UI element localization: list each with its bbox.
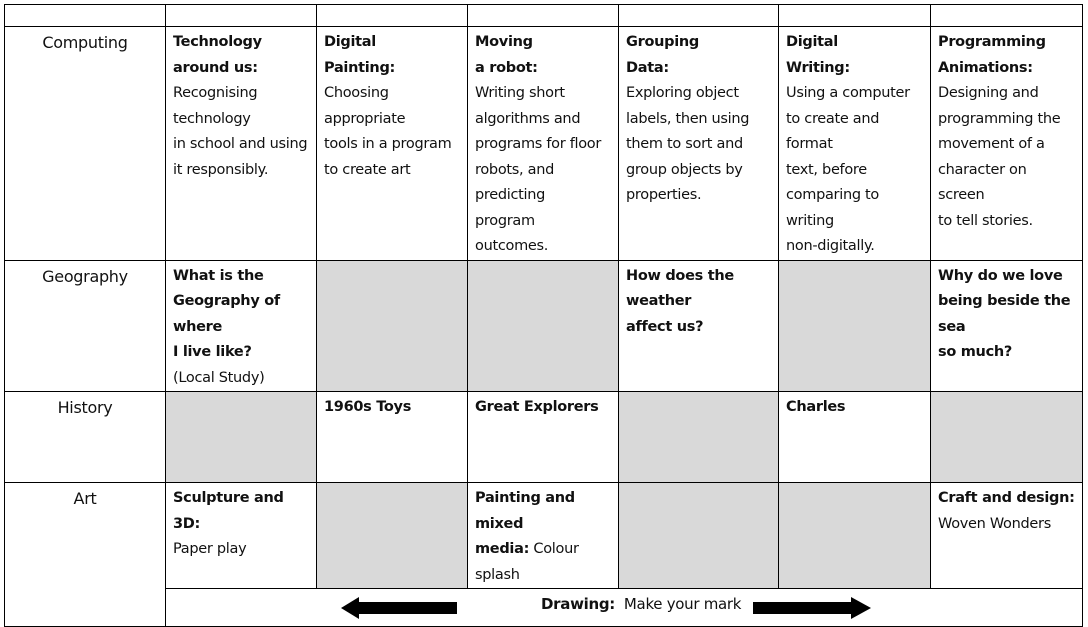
history-unit-5 — [779, 392, 931, 483]
unit-title-line: Animations: — [938, 59, 1033, 76]
geography-empty-cell — [317, 260, 468, 392]
geography-empty-cell — [468, 260, 619, 392]
computing-unit-1 — [166, 27, 317, 261]
unit-title-line: around us: — [173, 59, 258, 76]
unit-desc-line: program outcomes. — [475, 212, 549, 254]
drawing-cell — [166, 589, 1083, 627]
drawing-title: Drawing: — [541, 595, 615, 613]
unit-desc-line: Recognising — [173, 85, 258, 101]
geography-unit-4 — [619, 260, 779, 392]
computing-unit-2 — [317, 27, 468, 261]
unit-desc-line: programming the — [938, 110, 1061, 127]
unit-desc-line: to tell stories. — [938, 212, 1033, 229]
unit-title: Charles — [786, 399, 846, 415]
unit-desc-line: them to sort and — [626, 136, 743, 152]
unit-desc: Paper play — [173, 541, 247, 557]
unit-title-line: How does the weather — [626, 267, 734, 309]
unit-title: 1960s Toys — [324, 399, 412, 415]
history-empty-cell — [166, 392, 317, 483]
art-unit-3 — [468, 483, 619, 589]
unit-desc-line: non-digitally. — [786, 238, 875, 254]
unit-title-line: Digital — [324, 34, 376, 50]
geography-unit-6 — [931, 260, 1083, 392]
unit-title-line: What is the — [173, 267, 264, 284]
unit-title-line: Painting: — [324, 59, 396, 76]
unit-title: Sculpture and 3D: — [173, 490, 284, 532]
unit-desc-line: to create and format — [786, 110, 880, 152]
geography-unit-1 — [166, 260, 317, 392]
unit-title-line: so much? — [938, 344, 1013, 360]
geography-empty-cell — [779, 260, 931, 392]
header-cell — [468, 5, 619, 27]
unit-title-bold: media: — [475, 541, 530, 557]
unit-desc-line: movement of a — [938, 136, 1045, 152]
art-empty-cell — [619, 483, 779, 589]
drawing-row — [5, 589, 1083, 627]
history-empty-cell — [931, 392, 1083, 483]
unit-desc-line: robots, and predicting — [475, 161, 555, 203]
unit-desc-line: algorithms and — [475, 110, 581, 127]
header-cell — [931, 5, 1083, 27]
unit-desc-line: (Local Study) — [173, 369, 265, 386]
curriculum-table — [4, 4, 1083, 627]
unit-desc-line: programs for floor — [475, 136, 602, 152]
unit-desc-line: labels, then using — [626, 110, 750, 127]
drawing-label — [541, 593, 741, 615]
header-cell — [619, 5, 779, 27]
subject-computing: Computing — [5, 27, 166, 261]
unit-desc-line: properties. — [626, 187, 702, 203]
computing-row — [5, 27, 1083, 261]
computing-unit-3 — [468, 27, 619, 261]
unit-desc-line: Exploring object — [626, 85, 739, 101]
unit-desc-line: Choosing appropriate — [324, 85, 406, 127]
header-cell — [5, 5, 166, 27]
unit-title-line: Why do we love — [938, 267, 1063, 284]
unit-title-line: Technology — [173, 34, 262, 50]
unit-desc-line: Writing short — [475, 85, 565, 101]
subject-art: Art — [5, 483, 166, 627]
subject-history: History — [5, 392, 166, 483]
unit-title-line: Writing: — [786, 59, 850, 76]
art-row — [5, 483, 1083, 589]
computing-unit-5 — [779, 27, 931, 261]
history-row — [5, 392, 1083, 483]
unit-desc-line: group objects by — [626, 161, 743, 178]
unit-title-line: Data: — [626, 59, 669, 76]
history-unit-3 — [468, 392, 619, 483]
art-unit-1 — [166, 483, 317, 589]
unit-desc-line: technology — [173, 110, 251, 127]
art-empty-cell — [779, 483, 931, 589]
unit-desc-line: Designing and — [938, 85, 1039, 101]
unit-desc-line: it responsibly. — [173, 161, 269, 178]
unit-desc: Woven Wonders — [938, 515, 1051, 532]
unit-title-line: Grouping — [626, 34, 699, 50]
history-empty-cell — [619, 392, 779, 483]
unit-desc-line: text, before — [786, 161, 867, 178]
arrow-right-icon — [753, 597, 871, 619]
unit-title-line: Geography of where — [173, 293, 280, 335]
header-cell — [779, 5, 931, 27]
unit-title: Craft and design: — [938, 490, 1075, 506]
header-cell — [317, 5, 468, 27]
unit-title: Painting and mixed — [475, 490, 575, 532]
art-unit-6 — [931, 483, 1083, 589]
unit-desc-line: Using a computer — [786, 85, 910, 101]
unit-desc-line: in school and using — [173, 136, 308, 152]
unit-title-line: Programming — [938, 34, 1046, 50]
computing-unit-4 — [619, 27, 779, 261]
unit-title-line: affect us? — [626, 318, 704, 335]
subject-geography: Geography — [5, 260, 166, 392]
computing-unit-6 — [931, 27, 1083, 261]
history-unit-2 — [317, 392, 468, 483]
unit-title: Great Explorers — [475, 399, 599, 415]
unit-title-line: being beside the sea — [938, 293, 1071, 335]
unit-title-line: Digital — [786, 34, 838, 50]
drawing-desc: Make your mark — [614, 595, 742, 613]
unit-desc-line: tools in a program — [324, 136, 452, 152]
art-empty-cell — [317, 483, 468, 589]
unit-desc-line: comparing to writing — [786, 187, 880, 229]
unit-title-line: Moving — [475, 34, 533, 50]
unit-title-line: a robot: — [475, 59, 538, 76]
unit-desc-line: to create art — [324, 161, 411, 178]
header-cell — [166, 5, 317, 27]
unit-title-line: I live like? — [173, 344, 252, 360]
unit-desc-line: character on screen — [938, 161, 1027, 203]
geography-row — [5, 260, 1083, 392]
arrow-left-icon — [341, 597, 459, 619]
unit-desc: Colour splash — [475, 541, 579, 583]
header-row — [5, 5, 1083, 27]
